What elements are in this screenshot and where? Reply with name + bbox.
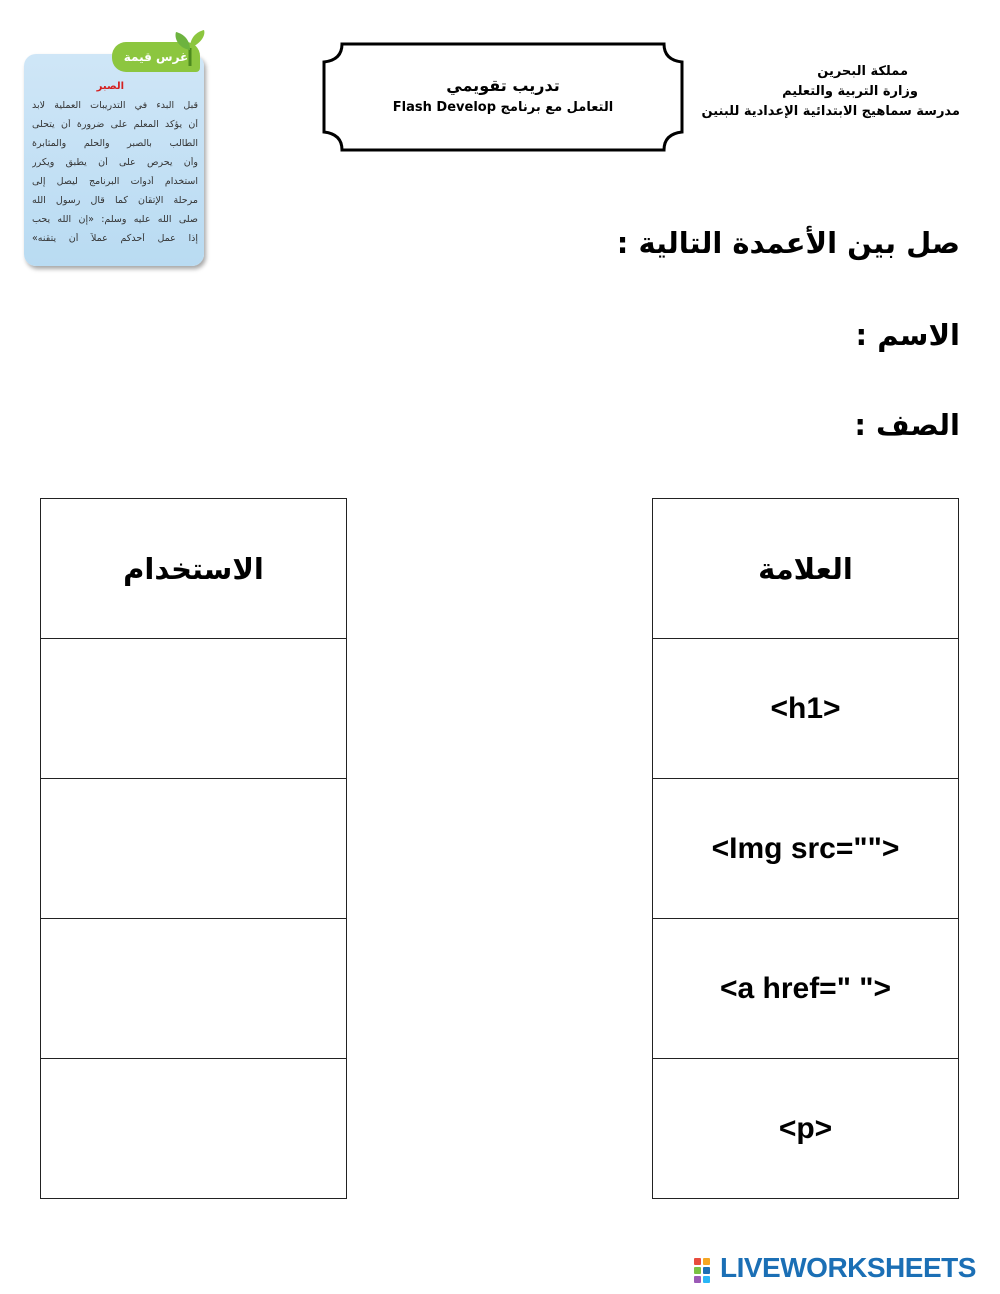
- card-line: استخدام أدوات البرنامج ليصل إلى: [32, 176, 198, 187]
- card-line: صلى الله عليه وسلم: «إن الله يحب: [32, 214, 198, 225]
- usage-table: [40, 498, 347, 1199]
- plant-icon: [170, 28, 210, 68]
- card-line: إذا عمل أحدكم عملاً أن يتقنه»: [32, 233, 198, 244]
- brand-text: LIVEWORKSHEETS: [720, 1252, 976, 1283]
- card-tab-label: غرس قيمة: [112, 42, 200, 72]
- logo-square-icon: [694, 1267, 701, 1274]
- card-subtitle: الصبر: [96, 81, 124, 92]
- tag-cell: <a href=" ">: [653, 919, 959, 1059]
- tag-cell: <p>: [653, 1059, 959, 1199]
- tags-header: العلامة: [653, 499, 959, 639]
- name-label: الاسم :: [855, 318, 960, 352]
- card-line: مرحلة الإتقان كما قال رسول الله: [32, 195, 198, 206]
- logo-square-icon: [703, 1276, 710, 1283]
- usage-cell[interactable]: [41, 1059, 347, 1199]
- card-line: أن يؤكد المعلم على ضرورة أن يتحلى: [32, 119, 198, 130]
- logo-square-icon: [703, 1258, 710, 1265]
- school-name: مدرسة سماهيج الابتدائية الإعدادية للبنين: [701, 104, 960, 119]
- card-line: الطالب بالصبر والحلم والمثابرة: [32, 138, 198, 149]
- tags-table: [652, 498, 959, 1199]
- logo-square-icon: [694, 1258, 701, 1265]
- title-box: [322, 42, 684, 152]
- usage-cell[interactable]: [41, 919, 347, 1059]
- tag-cell: <h1>: [653, 639, 959, 779]
- usage-cell[interactable]: [41, 639, 347, 779]
- country-label: مملكة البحرين: [817, 64, 908, 79]
- usage-cell[interactable]: [41, 779, 347, 919]
- ministry-label: وزارة التربية والتعليم: [782, 84, 918, 99]
- tag-cell: <Img src="">: [653, 779, 959, 919]
- value-card: [24, 50, 204, 266]
- card-line: وأن يحرص على أن يطبق ويكرر: [32, 157, 198, 168]
- worksheet-subtitle: التعامل مع برنامج Flash Develop: [392, 100, 614, 115]
- usage-header: الاستخدام: [41, 499, 347, 639]
- card-line: قبل البدء في التدريبات العملية لابد: [32, 100, 198, 111]
- instruction-text: صل بين الأعمدة التالية :: [616, 226, 960, 260]
- worksheet-title: تدريب تقويمي: [446, 76, 560, 95]
- title-frame: [322, 42, 684, 152]
- logo-square-icon: [694, 1276, 701, 1283]
- class-label: الصف :: [854, 408, 960, 442]
- logo-square-icon: [703, 1267, 710, 1274]
